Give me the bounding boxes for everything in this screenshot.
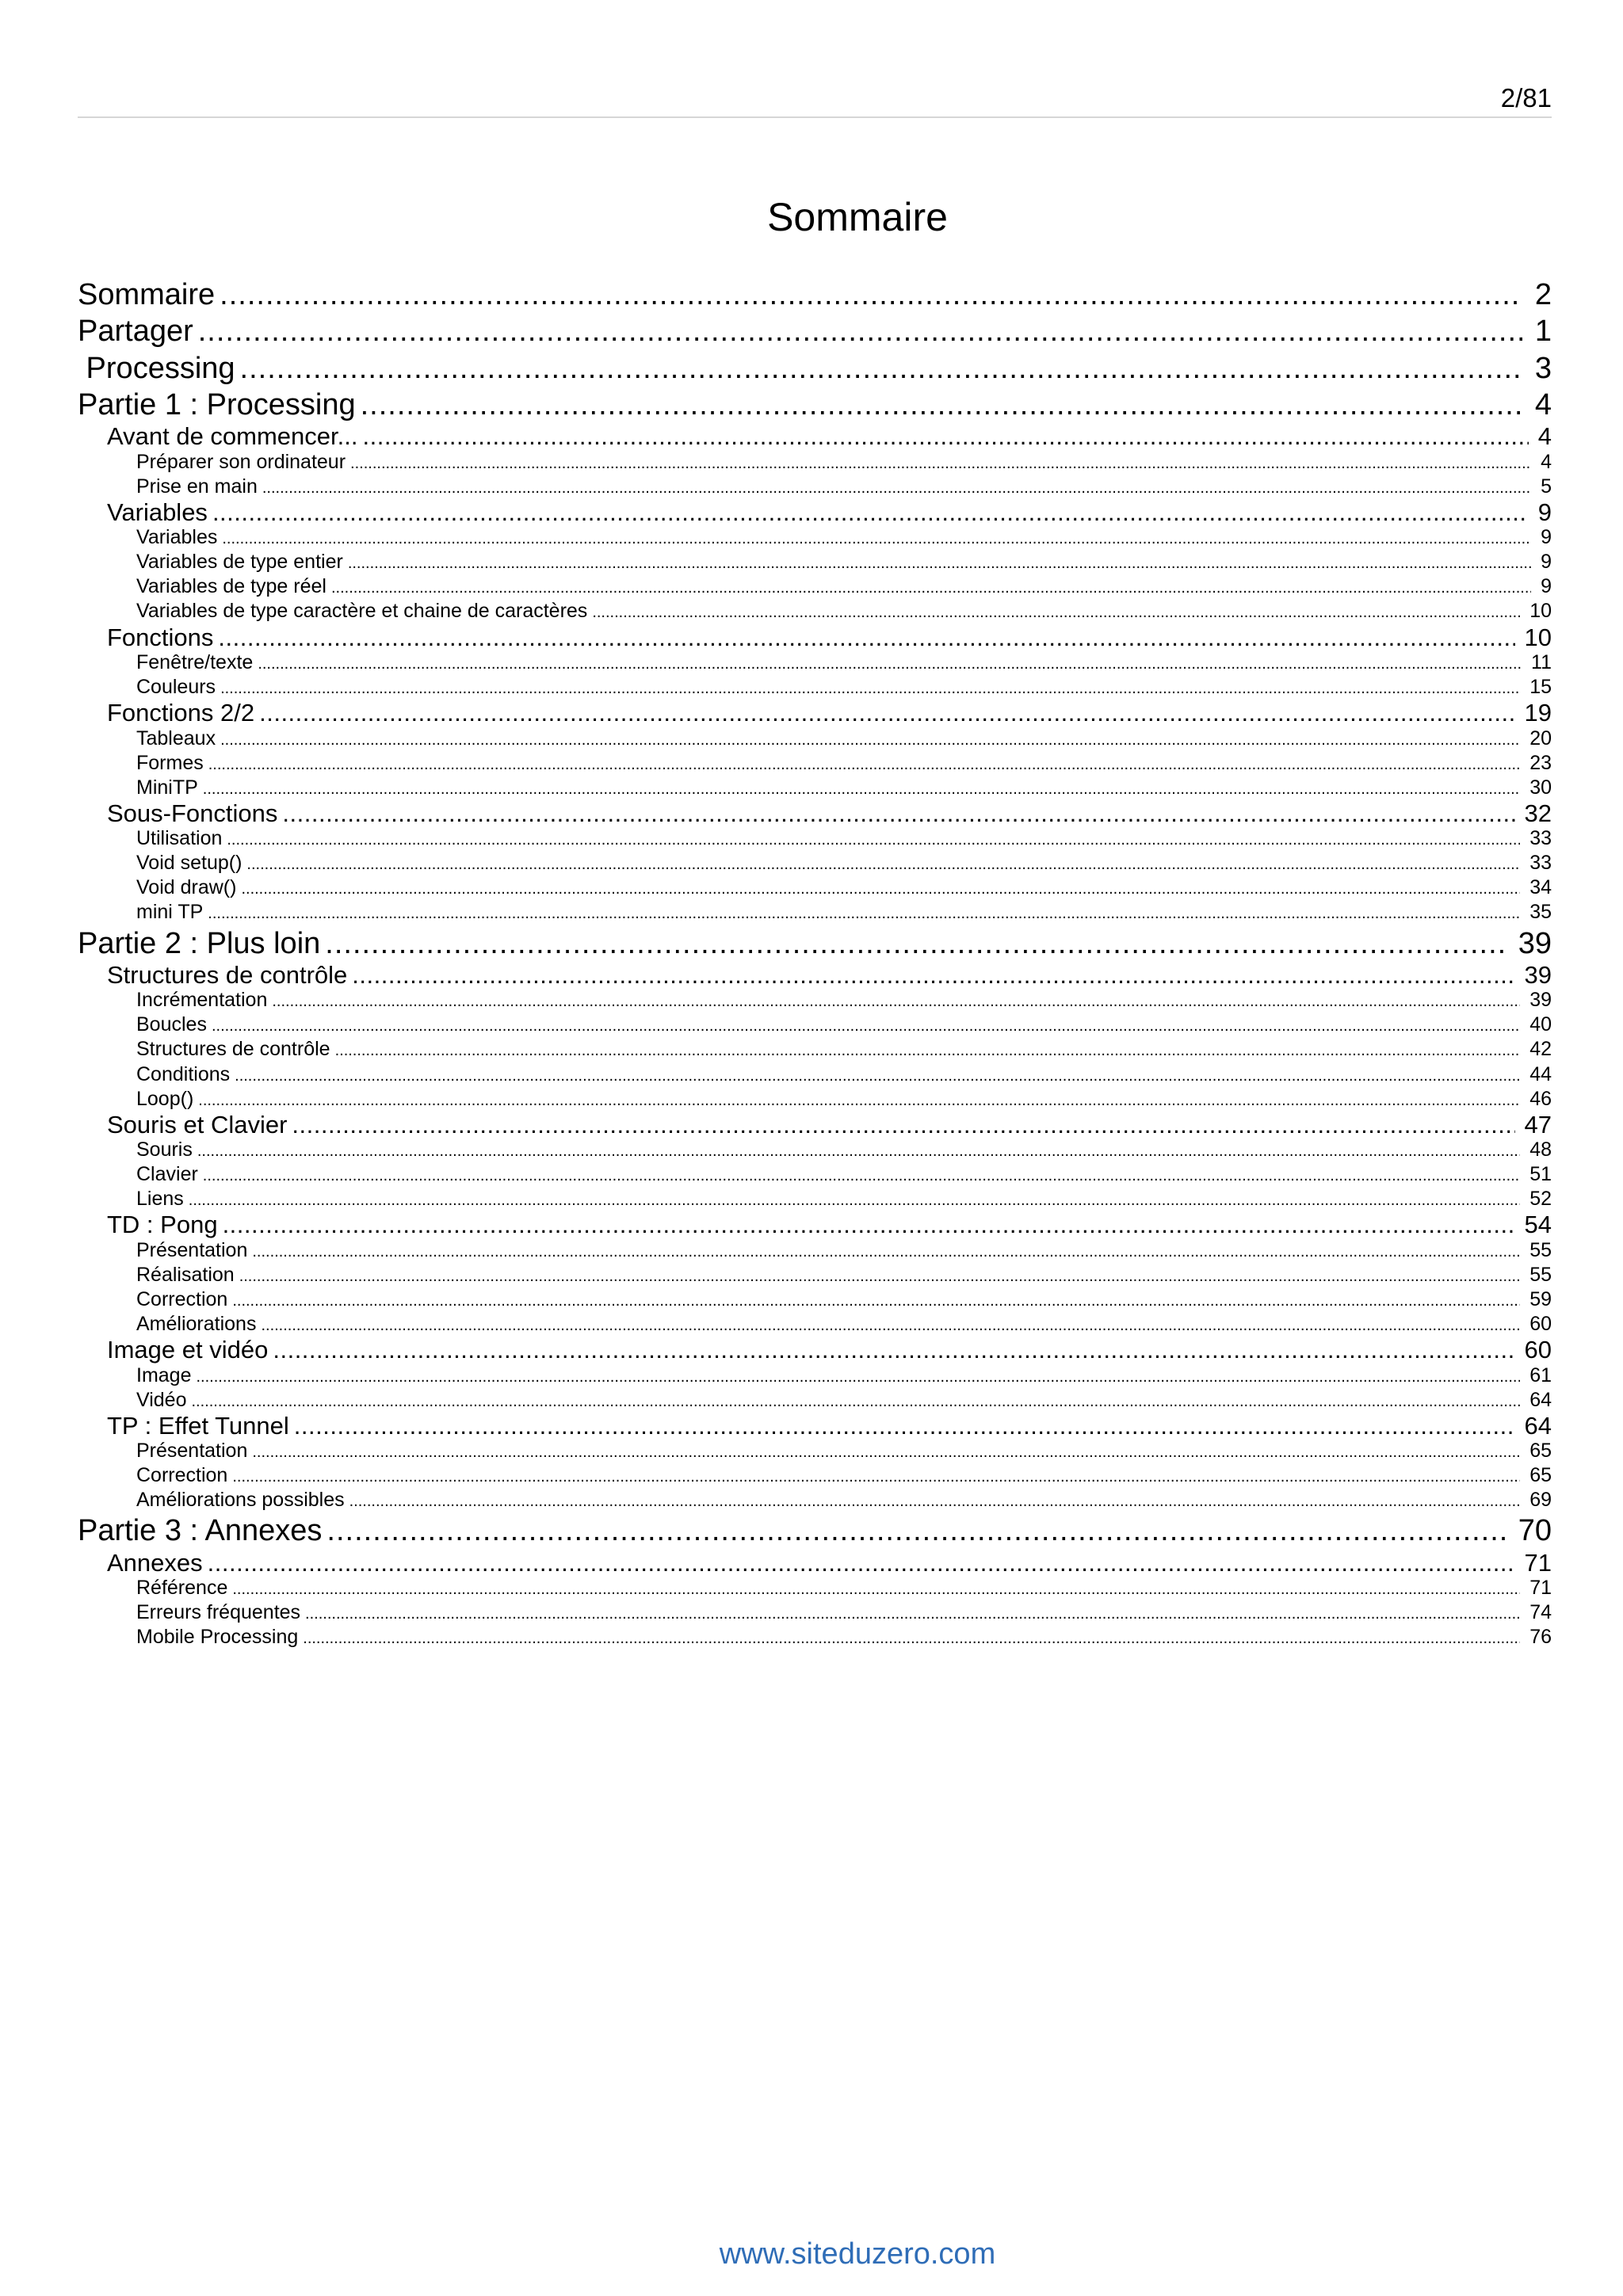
toc-entry[interactable]: [78, 1463, 1552, 1488]
toc-entry-title: Améliorations: [136, 1313, 257, 1336]
toc-entry-title: Souris et Clavier: [107, 1111, 288, 1138]
toc-entry-page: 61: [1529, 1363, 1552, 1386]
toc-dot-leader: [335, 1039, 1521, 1062]
toc-entry[interactable]: [78, 1062, 1552, 1087]
toc-dot-leader: [592, 601, 1520, 624]
toc-entry-title: Loop(): [136, 1087, 194, 1110]
toc-entry-title: MiniTP: [136, 776, 198, 799]
toc-entry[interactable]: [78, 423, 1552, 449]
toc-entry-title: Annexes: [107, 1549, 203, 1577]
toc-entry[interactable]: [78, 550, 1552, 574]
toc-entry-title: Réalisation: [136, 1263, 235, 1286]
footer-site-link[interactable]: www.siteduzero.com: [719, 2237, 996, 2271]
toc-entry[interactable]: [78, 450, 1552, 475]
toc-entry-page: 48: [1529, 1138, 1552, 1161]
toc-entry-page: 34: [1529, 876, 1552, 899]
toc-entry-title: Variables: [107, 498, 208, 526]
toc-dot-leader: [198, 1089, 1520, 1112]
toc-entry-title: Void draw(): [136, 876, 237, 899]
toc-entry[interactable]: [78, 1488, 1552, 1512]
toc-entry-title: Partie 2 : Plus loin: [78, 926, 321, 960]
toc-entry[interactable]: [78, 277, 1552, 313]
toc-dot-leader: [220, 677, 1520, 700]
toc-entry[interactable]: [78, 1512, 1552, 1549]
toc-entry[interactable]: [78, 313, 1552, 349]
toc-dot-leader: [220, 277, 1522, 313]
toc-entry-page: 64: [1524, 1412, 1552, 1440]
toc-dot-leader: [227, 828, 1520, 851]
toc-entry-page: 35: [1529, 901, 1552, 924]
toc-entry-title: Clavier: [136, 1163, 198, 1186]
toc-entry[interactable]: [78, 1138, 1552, 1162]
toc-entry[interactable]: [78, 776, 1552, 800]
toc-dot-leader: [273, 1337, 1514, 1363]
toc-entry[interactable]: [78, 475, 1552, 499]
toc-entry[interactable]: [78, 1576, 1552, 1600]
toc-entry-title: Améliorations possibles: [136, 1489, 345, 1512]
toc-dot-leader: [262, 476, 1531, 499]
toc-dot-leader: [259, 700, 1514, 726]
toc-entry[interactable]: [78, 1439, 1552, 1463]
toc-entry-page: 52: [1529, 1188, 1552, 1211]
toc-entry[interactable]: [78, 1600, 1552, 1625]
toc-dot-leader: [223, 1211, 1515, 1238]
toc-entry[interactable]: [78, 700, 1552, 726]
toc-entry-title: Variables de type réel: [136, 575, 327, 598]
toc-entry[interactable]: [78, 1112, 1552, 1138]
toc-entry[interactable]: [78, 1013, 1552, 1037]
toc-dot-leader: [198, 313, 1522, 349]
toc-dot-leader: [349, 1489, 1521, 1512]
toc-entry-title: Correction: [136, 1287, 228, 1310]
toc-entry-page: 44: [1529, 1062, 1552, 1085]
toc-dot-leader: [212, 1014, 1520, 1037]
toc-entry-page: 64: [1529, 1388, 1552, 1411]
toc-dot-leader: [292, 1112, 1514, 1138]
toc-dot-leader: [232, 1577, 1520, 1600]
toc-dot-leader: [218, 624, 1514, 650]
toc-entry-page: 9: [1537, 498, 1552, 526]
toc-entry-page: 4: [1534, 387, 1552, 421]
toc-entry[interactable]: [78, 962, 1552, 988]
toc-entry-title: Formes: [136, 751, 204, 774]
toc-entry-page: 76: [1529, 1626, 1552, 1649]
toc-entry-page: 39: [1524, 961, 1552, 989]
toc-dot-leader: [252, 1440, 1520, 1463]
toc-entry-page: 74: [1529, 1601, 1552, 1624]
toc-entry-page: 71: [1524, 1549, 1552, 1577]
toc-entry-title: Void setup(): [136, 852, 242, 875]
toc-entry-title: Correction: [136, 1464, 228, 1487]
toc-entry-page: 10: [1529, 600, 1552, 623]
toc-entry-page: 40: [1529, 1013, 1552, 1036]
toc-entry-title: Image: [136, 1363, 192, 1386]
toc-dot-leader: [325, 925, 1505, 962]
toc-entry-page: 33: [1529, 827, 1552, 850]
toc-entry-page: 42: [1529, 1038, 1552, 1061]
toc-entry[interactable]: [78, 525, 1552, 550]
toc-entry-title: Tableaux: [136, 727, 216, 749]
toc-entry[interactable]: [78, 574, 1552, 599]
toc-entry-page: 59: [1529, 1287, 1552, 1310]
toc-entry-title: Avant de commencer...: [107, 423, 358, 450]
toc-entry-page: 5: [1541, 475, 1552, 498]
toc-entry-title: Fonctions: [107, 624, 214, 650]
toc-dot-leader: [305, 1602, 1520, 1625]
toc-entry-page: 47: [1524, 1111, 1552, 1138]
toc-dot-leader: [240, 350, 1522, 387]
toc-entry-title: Variables: [136, 526, 218, 549]
toc-entry-page: 65: [1529, 1440, 1552, 1463]
toc-entry[interactable]: [78, 900, 1552, 925]
toc-entry[interactable]: [78, 727, 1552, 751]
toc-entry-title: Liens: [136, 1188, 184, 1211]
toc-dot-leader: [294, 1413, 1515, 1439]
toc-entry-title: mini TP: [136, 901, 204, 924]
toc-entry-title: Fenêtre/texte: [136, 650, 254, 673]
toc-entry-title: Partager: [78, 315, 193, 349]
toc-entry[interactable]: [78, 350, 1552, 387]
toc-entry-page: 3: [1534, 351, 1552, 385]
toc-entry-page: 9: [1541, 526, 1552, 549]
toc-entry[interactable]: [78, 851, 1552, 875]
toc-dot-leader: [241, 877, 1520, 900]
toc-entry-page: 2: [1534, 278, 1552, 311]
toc-dot-leader: [303, 1627, 1520, 1650]
toc-entry[interactable]: [78, 925, 1552, 962]
toc-entry[interactable]: [78, 1625, 1552, 1650]
toc-entry[interactable]: [78, 800, 1552, 826]
toc-entry-title: Variables de type caractère et chaine de caractères: [136, 600, 588, 623]
toc-entry-title: Structures de contrôle: [107, 961, 348, 989]
toc-dot-leader: [192, 1390, 1521, 1413]
toc-entry-title: Prise en main: [136, 475, 258, 498]
toc-entry-page: 10: [1524, 624, 1552, 650]
toc-entry[interactable]: [78, 1287, 1552, 1312]
toc-entry-title: Incrémentation: [136, 989, 268, 1012]
toc-entry-title: Partie 1 : Processing: [78, 387, 356, 421]
toc-entry-page: 11: [1531, 650, 1552, 673]
toc-entry[interactable]: [78, 1263, 1552, 1287]
toc-dot-leader: [222, 527, 1531, 550]
toc-entry[interactable]: [78, 599, 1552, 624]
toc-dot-leader: [196, 1365, 1520, 1388]
toc-entry[interactable]: [78, 624, 1552, 650]
toc-dot-leader: [235, 1064, 1520, 1087]
toc-entry-title: Utilisation: [136, 827, 223, 850]
toc-entry[interactable]: [78, 1388, 1552, 1413]
toc-entry-page: 23: [1529, 751, 1552, 774]
toc-entry-page: 54: [1524, 1211, 1552, 1238]
toc-entry-title: Souris: [136, 1138, 193, 1161]
toc-dot-leader: [220, 728, 1520, 751]
toc-dot-leader: [203, 777, 1520, 800]
toc-entry-title: Référence: [136, 1577, 228, 1600]
toc-entry-page: 20: [1529, 727, 1552, 749]
toc-entry-page: 60: [1524, 1337, 1552, 1363]
toc-entry-title: Mobile Processing: [136, 1626, 299, 1649]
toc-entry[interactable]: [78, 1162, 1552, 1187]
toc-dot-leader: [348, 551, 1531, 574]
toc-entry[interactable]: [78, 751, 1552, 776]
toc-entry[interactable]: [78, 1087, 1552, 1112]
toc-dot-leader: [212, 499, 1529, 525]
table-of-contents: [78, 277, 1552, 1650]
toc-entry-title: Présentation: [136, 1440, 248, 1463]
toc-entry-title: Variables de type entier: [136, 551, 343, 574]
toc-entry-page: 60: [1529, 1313, 1552, 1336]
toc-dot-leader: [232, 1465, 1520, 1488]
page-number: 2/81: [1500, 83, 1552, 113]
toc-dot-leader: [258, 652, 1522, 675]
toc-dot-leader: [232, 1289, 1520, 1312]
toc-entry[interactable]: [78, 1211, 1552, 1238]
toc-dot-leader: [331, 576, 1531, 599]
toc-entry[interactable]: [78, 826, 1552, 851]
toc-dot-leader: [272, 990, 1520, 1013]
toc-entry[interactable]: [78, 1312, 1552, 1337]
toc-dot-leader: [361, 387, 1522, 423]
toc-entry-page: 4: [1541, 450, 1552, 473]
toc-entry-title: Sous-Fonctions: [107, 799, 278, 827]
toc-entry-page: 46: [1529, 1087, 1552, 1110]
toc-entry[interactable]: [78, 1363, 1552, 1388]
toc-dot-leader: [197, 1139, 1520, 1162]
header-divider: [78, 116, 1552, 118]
toc-dot-leader: [261, 1314, 1520, 1337]
toc-entry-title: Erreurs fréquentes: [136, 1601, 301, 1624]
toc-entry-page: 1: [1534, 315, 1552, 349]
toc-entry[interactable]: [78, 875, 1552, 900]
toc-entry[interactable]: [78, 675, 1552, 700]
toc-entry-title: Boucles: [136, 1013, 207, 1036]
toc-dot-leader: [252, 1240, 1520, 1263]
toc-entry-page: 55: [1529, 1263, 1552, 1286]
toc-dot-leader: [189, 1188, 1520, 1211]
toc-entry[interactable]: [78, 1413, 1552, 1439]
toc-entry-title: Partie 3 : Annexes: [78, 1514, 323, 1548]
toc-entry[interactable]: [78, 387, 1552, 423]
toc-entry-title: Structures de contrôle: [136, 1038, 330, 1061]
toc-dot-leader: [208, 753, 1520, 776]
toc-entry[interactable]: [78, 1187, 1552, 1211]
toc-dot-leader: [208, 902, 1520, 925]
toc-entry[interactable]: [78, 1337, 1552, 1363]
toc-entry-page: 30: [1529, 776, 1552, 799]
page-title: Sommaire: [767, 195, 948, 239]
toc-entry[interactable]: [78, 499, 1552, 525]
toc-dot-leader: [350, 452, 1531, 475]
toc-entry-page: 70: [1518, 1514, 1552, 1548]
toc-dot-leader: [282, 800, 1514, 826]
toc-entry-title: Sommaire: [78, 278, 216, 311]
toc-entry[interactable]: [78, 1238, 1552, 1263]
toc-entry-title: Couleurs: [136, 676, 216, 699]
toc-entry-page: 19: [1524, 700, 1552, 727]
toc-entry-page: 39: [1518, 926, 1552, 960]
toc-dot-leader: [203, 1164, 1520, 1187]
toc-entry-page: 15: [1529, 676, 1552, 699]
toc-entry-title: Image et vidéo: [107, 1337, 269, 1363]
toc-entry-page: 9: [1541, 575, 1552, 598]
toc-entry-page: 51: [1529, 1163, 1552, 1186]
toc-entry-title: TP : Effet Tunnel: [107, 1412, 289, 1440]
toc-dot-leader: [208, 1550, 1515, 1576]
toc-entry-page: 55: [1529, 1238, 1552, 1261]
toc-entry[interactable]: [78, 1037, 1552, 1062]
toc-entry-page: 9: [1541, 551, 1552, 574]
toc-entry-title: Vidéo: [136, 1388, 187, 1411]
toc-entry-page: 69: [1529, 1489, 1552, 1512]
toc-entry-title: Préparer son ordinateur: [136, 450, 346, 473]
toc-dot-leader: [239, 1264, 1521, 1287]
toc-entry-title: Présentation: [136, 1238, 248, 1261]
toc-entry-page: 33: [1529, 852, 1552, 875]
toc-entry-page: 39: [1529, 989, 1552, 1012]
toc-entry-title: Processing: [78, 351, 235, 385]
toc-dot-leader: [362, 423, 1528, 449]
toc-dot-leader: [246, 852, 1520, 875]
toc-entry[interactable]: [78, 650, 1552, 675]
toc-entry[interactable]: [78, 988, 1552, 1013]
toc-dot-leader: [327, 1512, 1505, 1549]
toc-dot-leader: [352, 962, 1514, 988]
toc-entry-page: 32: [1524, 799, 1552, 827]
toc-entry-title: Fonctions 2/2: [107, 700, 255, 727]
toc-entry-page: 65: [1529, 1464, 1552, 1487]
toc-entry-title: Conditions: [136, 1062, 231, 1085]
toc-entry-page: 71: [1529, 1577, 1552, 1600]
toc-entry-title: TD : Pong: [107, 1211, 218, 1238]
toc-entry[interactable]: [78, 1550, 1552, 1576]
toc-entry-page: 4: [1537, 423, 1552, 450]
